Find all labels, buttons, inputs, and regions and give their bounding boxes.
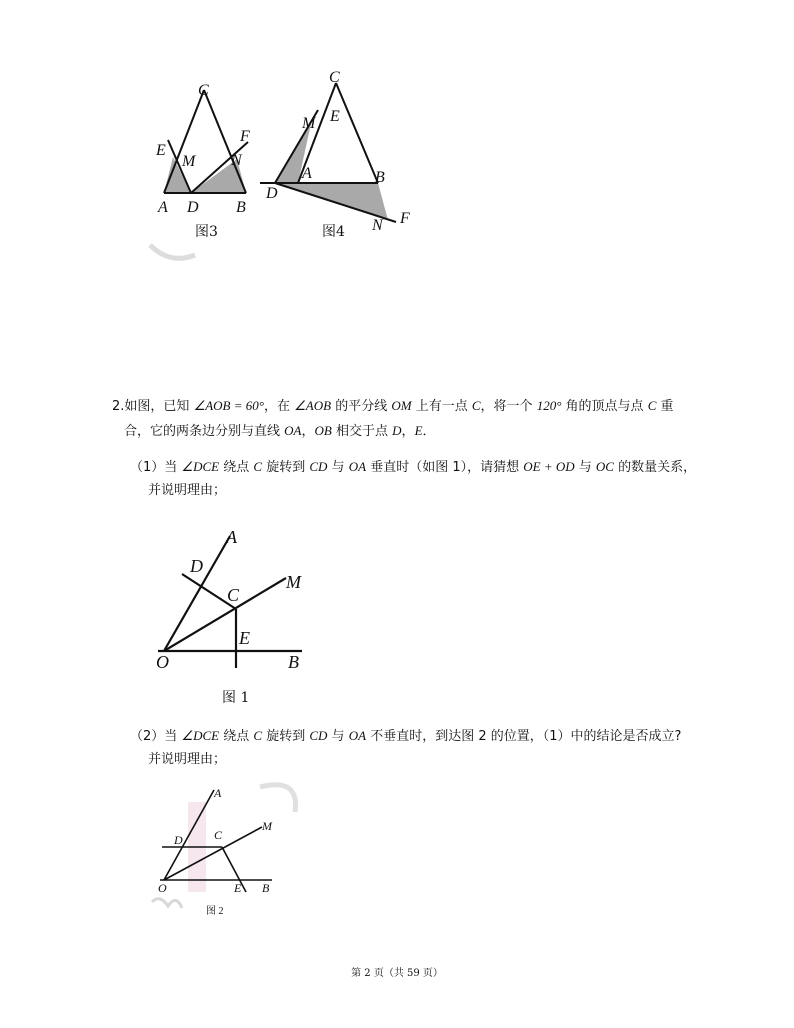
label-d: D: [266, 185, 278, 202]
watermark-arc: [150, 245, 195, 258]
watermark-arc: [260, 785, 296, 812]
label-a: A: [226, 527, 237, 547]
label-d: D: [187, 199, 199, 216]
part-2-line-1: （2）当 ∠DCE 绕点 C 旋转到 CD 与 OA 不垂直时，到达图 2 的位置，（1）中的结论是否成立?: [130, 728, 682, 744]
label-d: D: [190, 556, 203, 576]
label-c: C: [214, 828, 223, 842]
label-a: A: [214, 786, 222, 800]
figure-2-caption: 图 2: [206, 906, 224, 917]
figure-4-caption: 图4: [322, 224, 345, 240]
label-f: F: [240, 128, 250, 145]
label-c: C: [198, 82, 209, 99]
label-a: A: [158, 199, 168, 216]
label-m: M: [182, 153, 196, 170]
label-b: B: [288, 652, 299, 672]
label-e: E: [239, 628, 250, 648]
label-n: N: [231, 152, 242, 169]
label-c: C: [227, 585, 240, 605]
figure-3-caption: 图3: [195, 224, 218, 240]
label-o: O: [158, 881, 167, 895]
label-b: B: [375, 169, 385, 186]
label-n: N: [372, 217, 383, 234]
watermark-scribble: [152, 899, 182, 908]
problem-2-line-1: 2.如图，已知 ∠AOB = 60°，在 ∠AOB 的平分线 OM 上有一点 C，将一个 120° 角的顶点与点 C 重: [112, 398, 674, 414]
page-footer: 第 2 页（共 59 页）: [351, 968, 443, 979]
label-e: E: [330, 108, 340, 125]
figure-2: [150, 782, 310, 922]
label-b: B: [236, 199, 246, 216]
label-d: D: [174, 833, 183, 847]
label-f: F: [400, 210, 410, 227]
label-m: M: [286, 572, 301, 592]
label-o: O: [156, 652, 169, 672]
part-1-line-1: （1）当 ∠DCE 绕点 C 旋转到 CD 与 OA 垂直时（如图 1），请猜想 OE + OD 与 OC 的数量关系，: [130, 459, 697, 475]
figure-1: [150, 526, 320, 712]
figure-1-caption: 图 1: [222, 690, 250, 706]
problem-2-line-2: 合，它的两条边分别与直线 OA，OB 相交于点 D，E．: [124, 423, 436, 439]
figure-4: [258, 70, 418, 240]
part-1-line-2: 并说明理由；: [148, 483, 227, 498]
label-e: E: [234, 881, 242, 895]
label-e: E: [156, 142, 166, 159]
label-c: C: [329, 69, 340, 86]
part-2-line-2: 并说明理由；: [148, 752, 227, 767]
problem-number: 2.: [112, 399, 125, 414]
label-m: M: [302, 115, 316, 132]
label-a: A: [302, 165, 312, 182]
label-b: B: [262, 881, 270, 895]
label-m: M: [262, 819, 272, 833]
